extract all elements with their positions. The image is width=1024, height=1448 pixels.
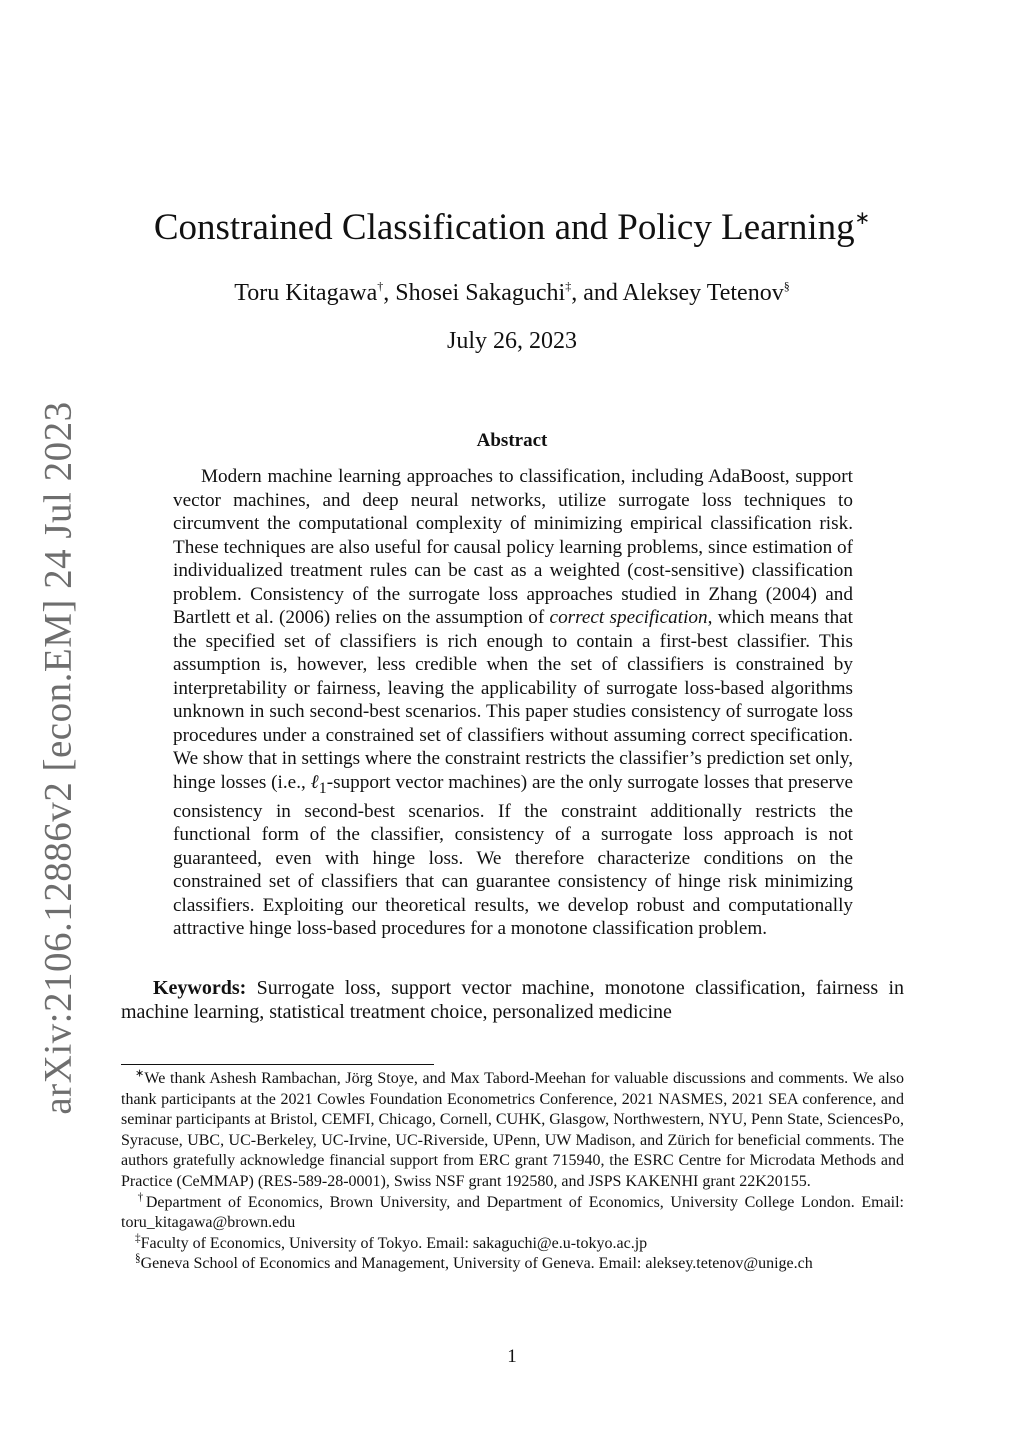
author-separator: , — [383, 280, 396, 306]
author-list — [0, 280, 1024, 307]
footnote-mark: ‡ — [135, 1232, 141, 1245]
abstract-body — [173, 465, 853, 941]
footnote-mark: † — [135, 1191, 146, 1204]
math-ell: ℓ — [310, 771, 319, 793]
abstract-text: , which means that the specified set of classifiers is rich enough to contain a first-best classifier. This assumption is, however, less credible when the set of classifiers is constrained by interpretability or fairness, leaving the applicability of surrogate loss-based algorithms unknown in such second-best scenarios. This paper studies consistency of surrogate loss procedures under a constrained set of classifiers without assuming correct specification. We show that in settings where the constraint restricts the classifier’s prediction set only, hinge losses (i.e., — [173, 607, 854, 793]
paper-title — [0, 206, 1024, 249]
title-footnote-mark[interactable]: ∗ — [854, 208, 871, 229]
author-footnote-mark[interactable]: † — [377, 278, 384, 293]
author-name: Toru Kitagawa — [234, 280, 378, 306]
footnotes — [121, 1069, 904, 1275]
author-name: Aleksey Tetenov — [622, 280, 784, 306]
footnote-tetenov — [121, 1254, 904, 1275]
footnote-text: Department of Economics, Brown University, and Department of Economics, University College London. Email: toru_kitagawa@brown.edu — [121, 1193, 905, 1232]
author-name: Shosei Sakaguchi — [395, 280, 566, 306]
abstract-emphasis: correct specification — [549, 607, 708, 628]
footnote-kitagawa — [121, 1193, 904, 1234]
arxiv-identifier-stamp: arXiv:2106.12886v2 [econ.EM] 24 Jul 2023 — [36, 401, 80, 1115]
title-text: Constrained Classification and Policy Learning — [153, 207, 855, 248]
publication-date: July 26, 2023 — [446, 328, 577, 354]
keywords-text: Surrogate loss, support vector machine, monotone classification, fairness in machine learning, statistical treatment choice, personalized medicine — [121, 977, 904, 1023]
footnote-text: We thank Ashesh Rambachan, Jörg Stoye, and Max Tabord-Meehan for valuable discussions and comments. We also thank participants at the 2021 Cowles Foundation Econometrics Conference, 2021 NASMES, 2021 SEA conference, and seminar participants at Bristol, CEMFI, Chicago, Cornell, CUHK, Glasgow, Northwestern, NYU, Penn State, SciencesPo, Syracuse, UBC, UC-Berkeley, UC-Irvine, UC-Riverside, UPenn, UW Madison, and Zürich for beneficial comments. The authors gratefully acknowledge financial support from ERC grant 715940, the ESRC Centre for Microdata Methods and Practice (CeMMAP) (RES-589-28-0001), Swiss NSF grant 192580, and JSPS KAKENHI grant 22K20155. — [121, 1070, 904, 1190]
footnote-divider — [121, 1064, 434, 1065]
keywords-section — [121, 976, 904, 1024]
abstract-heading: Abstract — [476, 430, 548, 451]
footnote-sakaguchi — [121, 1234, 904, 1255]
footnote-text: Faculty of Economics, University of Tokyo. Email: sakaguchi@e.u-tokyo.ac.jp — [140, 1234, 648, 1252]
author-footnote-mark[interactable]: ‡ — [565, 278, 572, 293]
keywords-label: Keywords: — [153, 977, 247, 999]
footnote-mark: § — [135, 1253, 141, 1266]
abstract-text: Modern machine learning approaches to classification, including AdaBoost, support vector machines, and deep neural networks, utilize surrogate loss techniques to circumvent the computational complexity of minimizing empirical classification risk. These techniques are also useful for causal policy learning problems, since estimation of individualized treatment rules can be cast as a weighted (cost-sensitive) classification problem. Consistency of the surrogate loss approaches studied in Zhang (2004) and Bartlett et al. (2006) relies on the assumption of — [173, 466, 853, 628]
footnote-mark: ∗ — [135, 1067, 145, 1080]
author-footnote-mark[interactable]: § — [783, 278, 790, 293]
author-separator: , and — [571, 280, 623, 306]
page-number: 1 — [507, 1346, 517, 1367]
footnote-text: Geneva School of Economics and Management, University of Geneva. Email: aleksey.tetenov@unige.ch — [140, 1255, 813, 1273]
abstract-text: -support vector machines) are the only surrogate losses that preserve consistency in second-best scenarios. If the constraint additionally restricts the functional form of the classifier, consistency of a surrogate loss approach is not guaranteed, even with hinge loss. We therefore characterize conditions on the constrained set of classifiers that can guarantee consistency of hinge risk minimizing classifiers. Exploiting our theoretical results, we develop robust and computationally attractive hinge loss-based procedures for a monotone classification problem. — [173, 771, 853, 940]
footnote-acknowledgements — [121, 1069, 904, 1193]
math-subscript: 1 — [318, 779, 327, 797]
